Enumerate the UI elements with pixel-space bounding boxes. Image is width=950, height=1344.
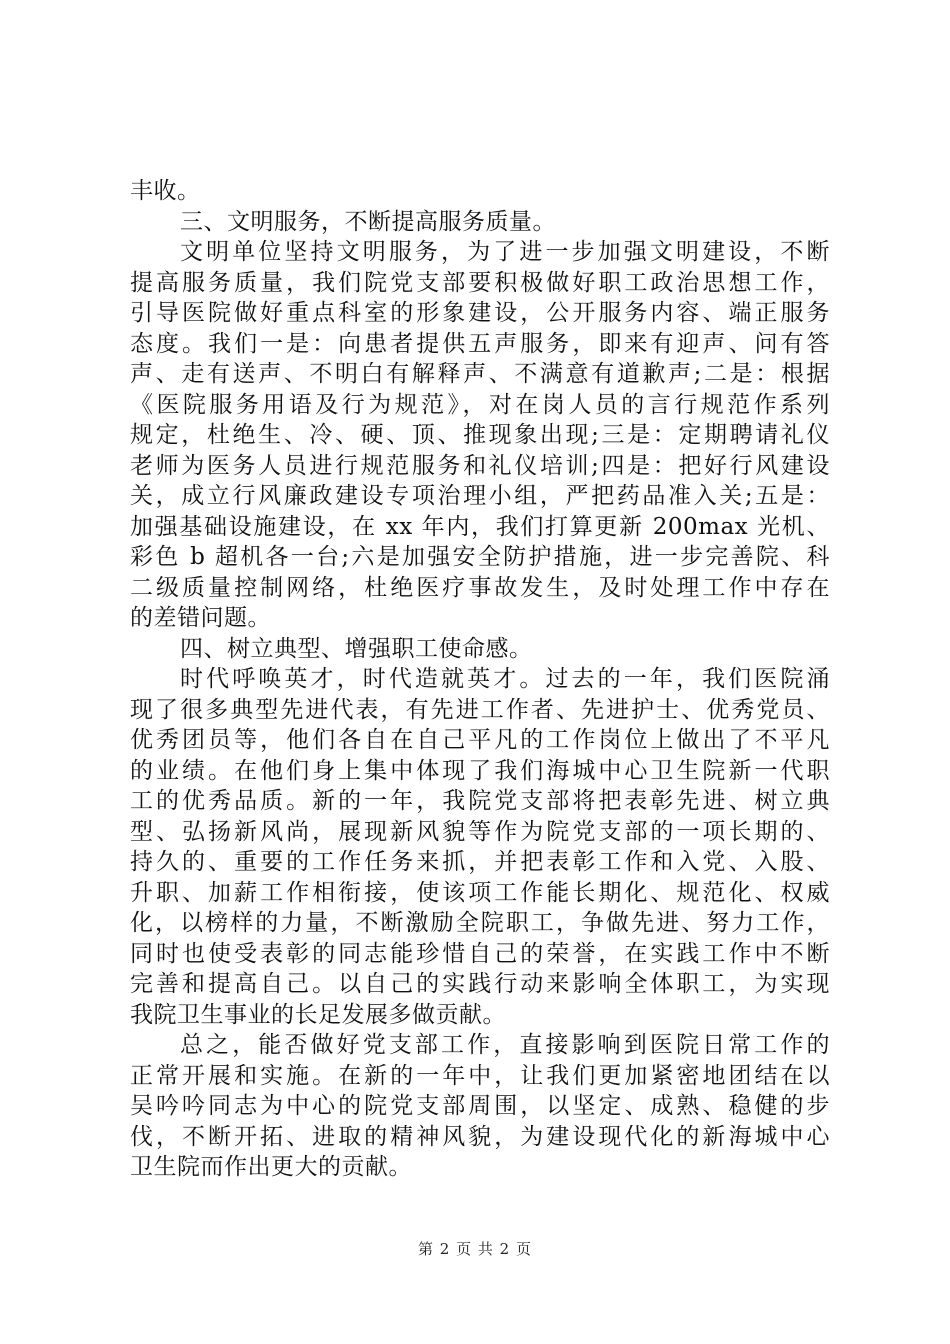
text-line: 正常开展和实施。在新的一年中，让我们更加紧密地团结在以 [130, 1062, 830, 1089]
text-line: 化，以榜样的力量，不断激励全院职工，争做先进、努力工作， [130, 910, 830, 936]
text-line: 同时也使受表彰的同志能珍惜自己的荣誉，在实践工作中不断 [130, 940, 830, 967]
text-line: 提高服务质量，我们院党支部要积极做好职工政治思想工作， [130, 269, 830, 296]
text-line: 的业绩。在他们身上集中体现了我们海城中心卫生院新一代职 [130, 757, 830, 784]
text-line: 的差错问题。 [130, 605, 271, 631]
text-line: 态度。我们一是：向患者提供五声服务，即来有迎声、问有答 [130, 330, 830, 357]
text-line: 文明单位坚持文明服务，为了进一步加强文明建设，不断 [180, 239, 830, 265]
text-line: 升职、加薪工作相衔接，使该项工作能长期化、规范化、权威 [130, 879, 830, 906]
text-line: 我院卫生事业的长足发展多做贡献。 [130, 1001, 506, 1028]
text-line: 老师为医务人员进行规范服务和礼仪培训;四是：把好行风建设 [130, 452, 830, 479]
text-line: 引导医院做好重点科室的形象建设，公开服务内容、端正服务 [130, 300, 830, 326]
text-line: 现了很多典型先进代表，有先进工作者、先进护士、优秀党员、 [130, 696, 830, 723]
text-line: 完善和提高自己。以自己的实践行动来影响全体职工，为实现 [130, 971, 830, 997]
text-line: 持久的、重要的工作任务来抓，并把表彰工作和入党、入股、 [130, 849, 830, 875]
text-line: 《医院服务用语及行为规范》，对在岗人员的言行规范作系列 [130, 391, 830, 418]
text-line: 优秀团员等，他们各自在自己平凡的工作岗位上做出了不平凡 [130, 727, 830, 753]
text-line: 吴吟吟同志为中心的院党支部周围，以坚定、成熟、稳健的步 [130, 1093, 830, 1119]
page-footer: 第 2 页 共 2 页 [418, 1240, 532, 1258]
text-line: 丰收。 [130, 178, 201, 204]
text-line: 规定，杜绝生、冷、硬、顶、推现象出现;三是：定期聘请礼仪 [130, 422, 830, 448]
text-line: 声、走有送声、不明白有解释声、不满意有道歉声;二是：根据 [130, 361, 830, 387]
text-line: 型、弘扬新风尚，展现新风貌等作为院党支部的一项长期的、 [130, 818, 830, 845]
text-line: 四、树立典型、增强职工使命感。 [180, 635, 533, 662]
text-line: 伐，不断开拓、进取的精神风貌，为建设现代化的新海城中心 [130, 1123, 830, 1150]
document-body [130, 176, 830, 1183]
text-line: 二级质量控制网络，杜绝医疗事故发生，及时处理工作中存在 [130, 574, 830, 601]
text-line: 工的优秀品质。新的一年，我院党支部将把表彰先进、树立典 [130, 788, 830, 814]
text-line: 卫生院而作出更大的贡献。 [130, 1154, 412, 1180]
text-line: 三、文明服务，不断提高服务质量。 [180, 208, 556, 235]
text-line: 总之，能否做好党支部工作，直接影响到医院日常工作的 [180, 1032, 830, 1058]
text-line: 彩色 b 超机各一台;六是加强安全防护措施，进一步完善院、科 [130, 544, 830, 570]
text-line: 关，成立行风廉政建设专项治理小组，严把药品准入关;五是： [130, 483, 830, 509]
text-line: 加强基础设施建设，在 xx 年内，我们打算更新 200max 光机、 [130, 513, 830, 540]
text-line: 时代呼唤英才，时代造就英才。过去的一年，我们医院涌 [180, 666, 830, 692]
